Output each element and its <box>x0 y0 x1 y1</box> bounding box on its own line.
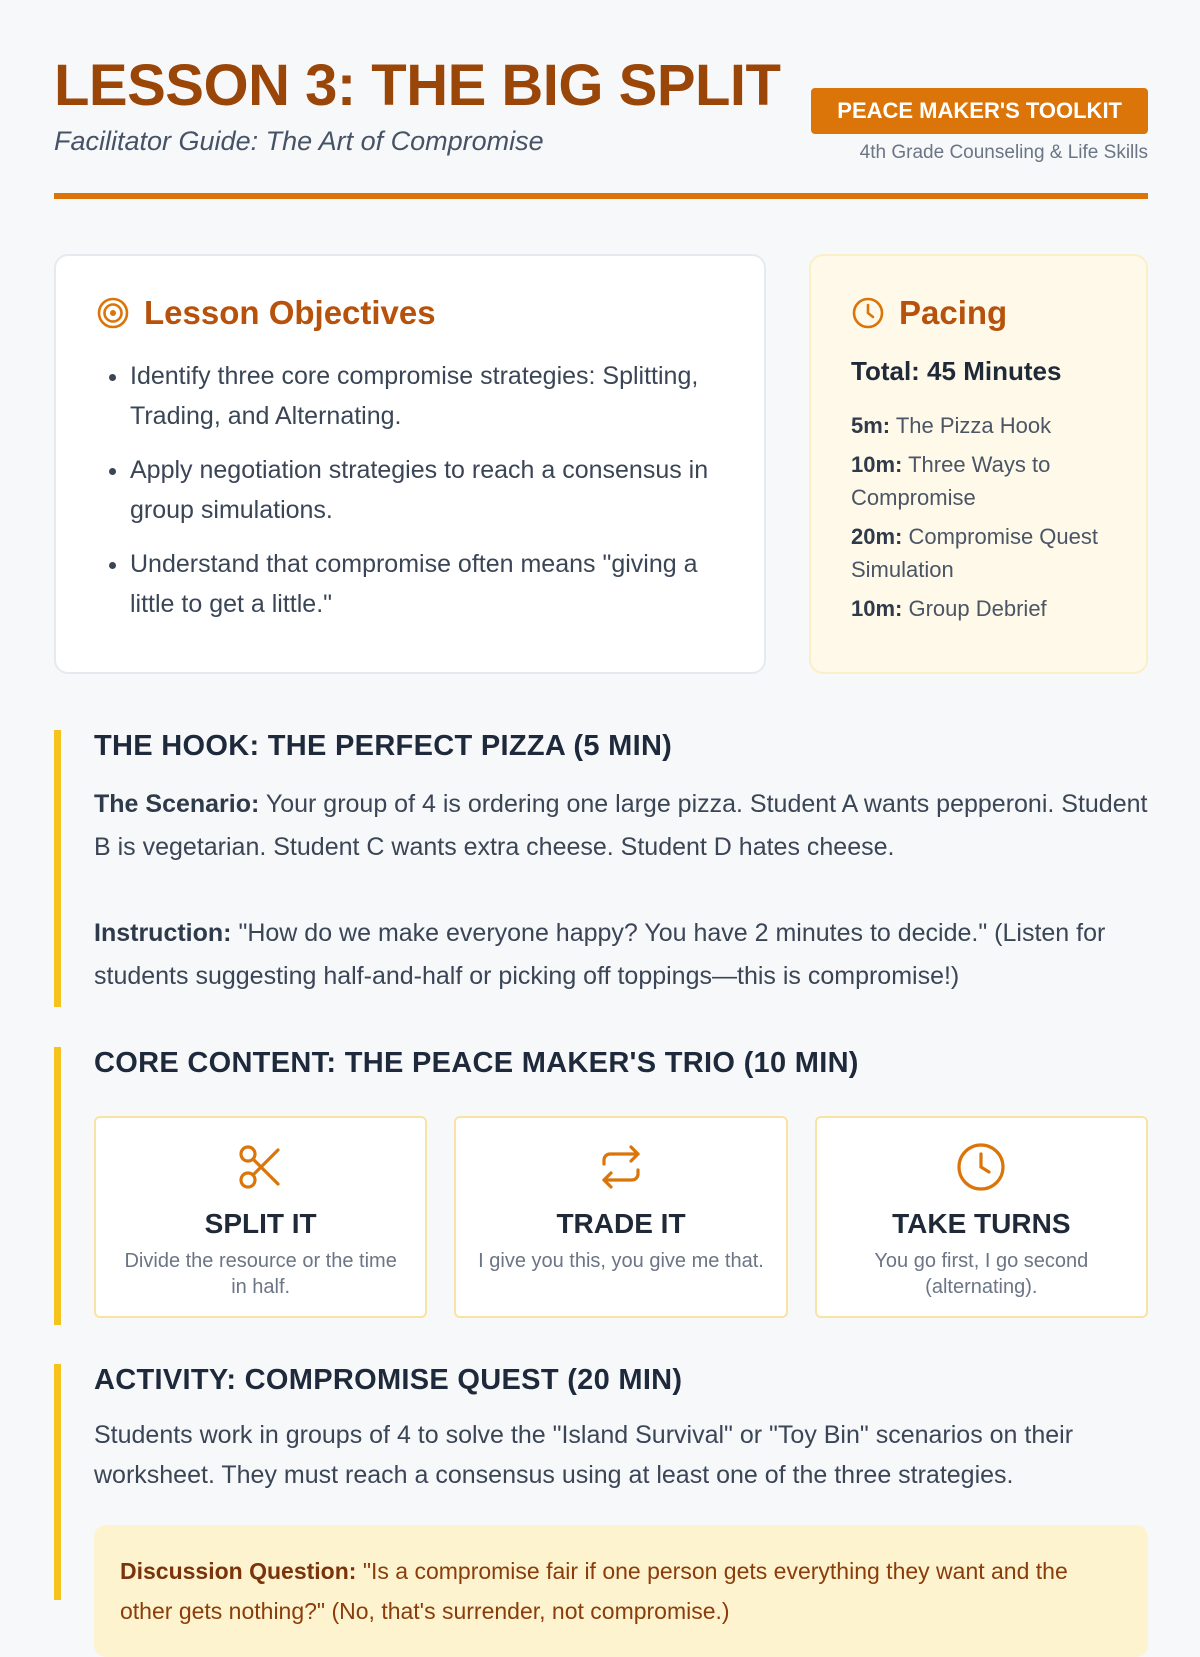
repeat-arrows-icon <box>594 1140 648 1194</box>
grade-label: 4th Grade Counseling & Life Skills <box>859 142 1148 163</box>
page-header <box>54 0 1148 200</box>
pacing-item <box>851 448 1106 514</box>
pacing-time: 10m: <box>851 452 903 477</box>
strategy-card-turns <box>815 1116 1148 1318</box>
target-icon <box>96 296 130 330</box>
discussion-box <box>94 1525 1148 1657</box>
pacing-label: Compromise Quest Simulation <box>851 524 1098 582</box>
pacing-total: Total: 45 Minutes <box>851 356 1062 386</box>
clock-icon <box>851 296 885 330</box>
pacing-time: 10m: <box>851 596 903 621</box>
pacing-time: 5m: <box>851 413 891 438</box>
hook-instruction <box>94 912 1148 998</box>
strategy-desc: Divide the resource or the time in half. <box>124 1250 397 1298</box>
toolkit-badge: PEACE MAKER'S TOOLKIT <box>811 88 1148 134</box>
page-subtitle: Facilitator Guide: The Art of Compromise <box>54 126 544 156</box>
pacing-header <box>851 294 1106 332</box>
strategy-title: TRADE IT <box>556 1208 686 1239</box>
strategy-card-trade <box>454 1116 787 1318</box>
activity-text: Students work in groups of 4 to solve the "Island Survival" or "Toy Bin" scenarios on their worksheet. They must reach a consensus using at least one of the three strategies. <box>94 1421 1074 1489</box>
hook-scenario <box>94 783 1148 869</box>
instruction-text: "How do we make everyone happy? You have 2 minutes to decide." (Listen for students suggesting half-and-half or picking off toppings—this is compromise!) <box>94 919 1106 990</box>
strategy-desc: You go first, I go second (alternating). <box>874 1250 1089 1298</box>
activity-heading: ACTIVITY: COMPROMISE QUEST (20 MIN) <box>94 1364 683 1396</box>
objectives-list <box>96 356 724 624</box>
hook-heading: THE HOOK: THE PERFECT PIZZA (5 MIN) <box>94 730 673 762</box>
pacing-item <box>851 520 1106 586</box>
pacing-item <box>851 409 1106 442</box>
pacing-heading: Pacing <box>899 294 1008 331</box>
pacing-time: 20m: <box>851 524 903 549</box>
core-section <box>54 1047 1148 1325</box>
activity-section <box>54 1364 1148 1624</box>
lesson-page <box>54 0 1148 1624</box>
objectives-card <box>54 254 766 674</box>
pacing-item <box>851 592 1106 625</box>
pacing-label: The Pizza Hook <box>895 413 1052 438</box>
core-heading: CORE CONTENT: THE PEACE MAKER'S TRIO (10 MIN) <box>94 1047 859 1079</box>
objective-item: • Apply negotiation strategies to reach a consensus in group simulations. <box>130 450 724 530</box>
hook-section <box>54 730 1148 1007</box>
objective-item: • Identify three core compromise strategies: Splitting, Trading, and Alternating. <box>130 356 724 436</box>
strategy-title: TAKE TURNS <box>892 1208 1071 1239</box>
header-divider <box>54 193 1148 199</box>
discussion-text: "Is a compromise fair if one person gets everything they want and the other gets nothing?" (No, that's surrender, not compromise.) <box>120 1558 1068 1624</box>
strategy-title: SPLIT IT <box>204 1208 317 1239</box>
instruction-label: Instruction: <box>94 919 232 947</box>
clock-icon <box>954 1140 1008 1194</box>
objectives-header <box>96 294 724 332</box>
strategy-cards <box>94 1116 1148 1318</box>
objective-item: • Understand that compromise often means "giving a little to get a little." <box>130 544 724 624</box>
strategy-card-split <box>94 1116 427 1318</box>
objectives-heading: Lesson Objectives <box>144 294 436 331</box>
scenario-text: Your group of 4 is ordering one large pizza. Student A wants pepperoni. Student B is vegetarian. Student C wants extra cheese. Student D hates cheese. <box>94 790 1148 861</box>
strategy-desc: I give you this, you give me that. <box>478 1250 764 1272</box>
scissors-icon <box>234 1140 288 1194</box>
page-title: LESSON 3: THE BIG SPLIT <box>54 53 781 118</box>
pacing-label: Group Debrief <box>908 596 1047 621</box>
discussion-label: Discussion Question: <box>120 1558 357 1584</box>
scenario-label: The Scenario: <box>94 790 260 818</box>
pacing-label: Three Ways to Compromise <box>851 452 1051 510</box>
pacing-card <box>809 254 1148 674</box>
